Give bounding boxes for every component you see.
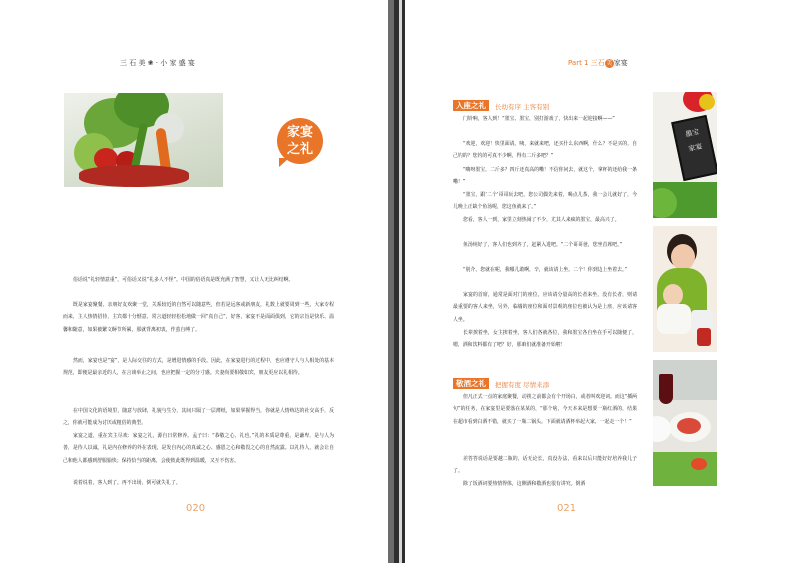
- paragraph: “欢迎，欢迎！快里面请。咦，来就来吧，还买什么东西啊，什么？不是买的，自己钓的？您钓的可真不少啊，得有二斤多吧？”: [453, 141, 637, 160]
- badge-line-2: 之礼: [286, 142, 313, 157]
- running-head-prefix: Part 1 三石: [568, 59, 605, 67]
- running-head: [568, 58, 628, 68]
- paragraph: 鱼汤炖好了，客人们也到齐了，赶紧入进吧。“二个哥哥爸，您坐首席吧。”: [463, 242, 623, 248]
- running-head-circle: 美: [606, 60, 613, 67]
- section-subtitle: 把握有度 尽情来添: [495, 381, 550, 389]
- badge-line-1: 家宴: [286, 125, 313, 140]
- running-head: 三 石 美 ❀ · 小 家 盛 宴: [120, 59, 195, 67]
- page-number: 021: [557, 503, 577, 514]
- vegetable-photo: [64, 93, 223, 187]
- paragraph: 俗话说“礼轻情意重”，可俗话又说“礼多人不怪”。中国的俗语真是既充满了智慧，又让人无比纠结啊。: [73, 277, 294, 283]
- running-head-suffix: 家宴: [613, 59, 628, 67]
- photo-mother-child: [653, 226, 717, 352]
- section-tag: 敬酒之礼: [453, 378, 489, 389]
- right-page: [405, 0, 795, 563]
- section-subtitle: 长幼有序 主客有别: [495, 103, 550, 111]
- section-tag: 入座之礼: [453, 100, 489, 111]
- photo-table-setting: [653, 360, 717, 486]
- paragraph: 说着说着，客人到了。再不出场，倒可就失礼了。: [73, 480, 181, 486]
- paragraph: 长辈挨着坐，女主挨着坐，客人们各就各位，我和墨宝各自坐在手可以随便了，嗯，酒和饮料都有了吧？好，那咱们就准备开始啦！: [453, 330, 637, 349]
- place-card-text: [677, 123, 711, 158]
- paragraph: 然而，家宴也是“宴”，是人际交往的方式，是增进情感的手段。因此，在家宴进行的过程中，也应遵守人与人相处的基本规范，即便是最亲近的人，在言谈举止之间，也应把握一定的分寸感。夫妻尚要相敬如宾，朋友更应以礼相待。: [63, 358, 334, 377]
- photo-place-card: [653, 92, 717, 218]
- spine-highlight: [399, 0, 402, 563]
- paragraph: 您看，客人一到，家里立刻热闹了不少，尤其人来疯的墨宝，最高兴了。: [463, 217, 620, 223]
- paragraph: 在中国文化的语境里，随意与放肆，礼貌与生分，其间只隔了一层薄纸，如果掌握得当，你就是人情练达的社交高手，反之，你就可能成为讨厌或粗俗的典型。: [63, 408, 334, 427]
- paragraph: 既是家宴聚餐，亲朋好友欢聚一堂，关系较近的自然可以随意些，但若是远客或新朋友，礼数上就要周到一些。大家专程而来，主人热情招待，主宾都十分惬意，常言道轻轻松松地做一回“真自己”，好客，家宴不是面面俱到，它的宗旨是快乐、温馨和随意，如果被繁文缛节所累，那就背离初衷，作茧自缚了。: [63, 302, 334, 333]
- paragraph: “别介，您就在呢，我哪儿敢啊，辛，就该请上坐。二个！你到边上坐着去。”: [463, 267, 628, 273]
- paragraph: “墨宝，跟‘二个’哥哥玩去吧。您公司偶先来着，喝点儿茶，我一会儿就好了，今儿晚上正缺个鱼汤呢，您这鱼就来了。”: [453, 192, 637, 211]
- paragraph: 差答答说话是要越二瓶的，话无论长，真没办法，看来以后只能好好培养我儿子了。: [453, 456, 637, 475]
- place-card-line-2: 家宴: [687, 142, 704, 154]
- paragraph: 但凡正式一点的家庭聚餐，动筷之前都会有个开场白，或者叫欢迎词。而这“插两句”的任务，在家宴里是要落在某某的，“那个啥，今天本来是想要一瓶红酒的，结果在超市看到白酒不错，就买了一瓶二锅头。下面就请酒杯举起大家，一起走一个！”: [453, 394, 637, 425]
- badge-title: [277, 124, 323, 158]
- paragraph: “嗨呀墨宝，二斤多？四斤还真高的嘞！不信你问去，就这个，拿杯的还给我一条嘞！”: [453, 167, 637, 186]
- badge-tail: [279, 158, 289, 167]
- place-card-line-1: 墨宝: [684, 127, 701, 139]
- page-number: 020: [186, 503, 206, 514]
- paragraph: 除了饭酒词要热情得体，这侧酒和敬酒也很有讲究。倒酒: [463, 481, 586, 487]
- left-page: [0, 0, 388, 563]
- paragraph: 家宴的首席，通常是面对门的座位，应该请分量高的长者来坐，没有长者，则请最重要的客人来坐，另外，临墙的座位和面对景观的座位也被认为是上座，应该请客人坐。: [453, 292, 637, 323]
- paragraph: 家宴之道，重在宾主尽欢：家宴之礼，源自日常修养。孟子曰：“恭敬之心，礼也。”礼的本质是尊重，是谦卑，是与人为善，是待人以诚。礼是内在修养的外在表现，是发自内心的真诚之心、感恩之心和敬畏之心的自然流露。以礼待人，就会让自己和他人都感到舒服愉快；保持恰当的距离，会使彼此既得到温暖，又互不伤害。: [63, 433, 334, 464]
- paragraph: 门铃响，客人到！“墨宝、墨宝，别打游戏了，快出来一起迎接啊——”: [463, 116, 615, 122]
